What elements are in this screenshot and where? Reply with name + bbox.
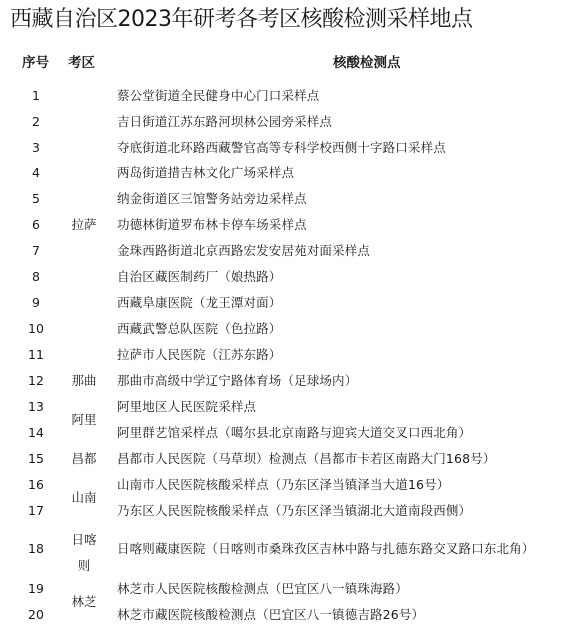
row-number: 18 — [28, 541, 44, 556]
row-testing-site: 昌都市人民医院（马草坝）检测点（昌都市卡若区南路大门168号） — [117, 451, 496, 466]
row-testing-site: 纳金街道区三馆警务站旁边采样点 — [117, 191, 307, 206]
row-testing-site: 西藏武警总队医院（色拉路） — [117, 321, 282, 336]
row-number: 7 — [32, 243, 40, 258]
row-number: 11 — [28, 347, 44, 362]
row-number: 17 — [28, 503, 44, 518]
row-number: 16 — [28, 477, 44, 492]
row-testing-site: 林芝市藏医院核酸检测点（巴宜区八一镇德吉路26号） — [117, 607, 425, 622]
header-serial-number: 序号 — [22, 55, 49, 71]
row-testing-site: 林芝市人民医院核酸检测点（巴宜区八一镇珠海路） — [117, 581, 408, 596]
row-testing-site: 吉日街道江苏东路河坝林公园旁采样点 — [117, 114, 333, 129]
row-testing-site: 夺底街道北环路西藏警官高等专科学校西侧十字路口采样点 — [117, 140, 446, 155]
header-testing-site: 核酸检测点 — [333, 55, 401, 71]
district-cell: 那曲 — [71, 373, 97, 388]
row-testing-site: 西藏阜康医院（龙王潭对面） — [117, 295, 282, 310]
row-number: 8 — [32, 269, 40, 284]
row-number: 5 — [32, 191, 40, 206]
district-cell: 拉萨 — [71, 217, 97, 232]
row-testing-site: 拉萨市人民医院（江苏东路） — [117, 347, 282, 362]
row-testing-site: 那曲市高级中学辽宁路体育场（足球场内） — [117, 373, 358, 388]
district-cell: 日喀 则 — [71, 532, 97, 573]
row-number: 12 — [28, 373, 44, 388]
row-testing-site: 两岛街道措吉林文化广场采样点 — [117, 165, 295, 180]
district-cell: 山南 — [71, 490, 97, 505]
row-testing-site: 阿里地区人民医院采样点 — [117, 399, 257, 414]
row-number: 4 — [32, 165, 40, 180]
header-exam-district: 考区 — [68, 55, 95, 71]
row-testing-site: 功德林街道罗布林卡停车场采样点 — [117, 217, 307, 232]
row-testing-site: 乃东区人民医院核酸采样点（乃东区泽当镇湖北大道南段西侧） — [117, 503, 472, 518]
row-number: 19 — [28, 581, 44, 596]
row-testing-site: 蔡公堂街道全民健身中心门口采样点 — [117, 88, 320, 103]
row-testing-site: 自治区藏医制药厂（娘热路） — [117, 269, 282, 284]
row-number: 1 — [32, 88, 40, 103]
row-number: 20 — [28, 607, 44, 622]
district-cell: 林芝 — [71, 594, 97, 609]
row-number: 15 — [28, 451, 44, 466]
row-testing-site: 阿里群艺馆采样点（噶尔县北京南路与迎宾大道交叉口西北角） — [117, 425, 472, 440]
page-title: 西藏自治区2023年研考各考区核酸检测采样地点 — [10, 7, 473, 32]
row-number: 2 — [32, 114, 40, 129]
row-number: 3 — [32, 140, 40, 155]
row-testing-site: 山南市人民医院核酸采样点（乃东区泽当镇泽当大道16号） — [117, 477, 450, 492]
row-testing-site: 金珠西路街道北京西路宏发安居苑对面采样点 — [117, 243, 371, 258]
district-cell: 昌都 — [71, 451, 97, 466]
row-number: 10 — [28, 321, 44, 336]
row-number: 9 — [32, 295, 40, 310]
row-number: 6 — [32, 217, 40, 232]
row-number: 13 — [28, 399, 44, 414]
row-testing-site: 日喀则藏康医院（日喀则市桑珠孜区吉林中路与扎德东路交叉路口东北角） — [117, 541, 535, 556]
district-cell: 阿里 — [71, 412, 97, 427]
row-number: 14 — [28, 425, 44, 440]
